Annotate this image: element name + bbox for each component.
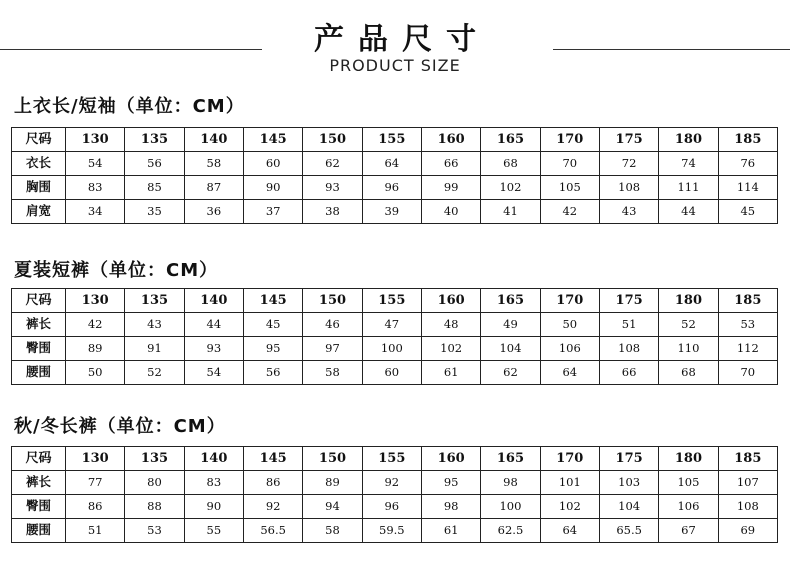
table-cell: 41 (481, 200, 540, 224)
table-cell: 48 (421, 313, 480, 337)
table-cell: 89 (66, 337, 125, 361)
table-cell: 93 (303, 176, 362, 200)
table-cell: 96 (362, 176, 421, 200)
size-cell: 170 (540, 447, 599, 471)
size-cell: 140 (184, 447, 243, 471)
row-label: 衣长 (12, 152, 66, 176)
table-cell: 54 (66, 152, 125, 176)
table-cell: 36 (184, 200, 243, 224)
table-cell: 108 (718, 495, 777, 519)
table-cell: 43 (125, 313, 184, 337)
table-cell: 67 (659, 519, 718, 543)
row-label: 臀围 (12, 337, 66, 361)
table-cell: 61 (421, 361, 480, 385)
table-cell: 100 (481, 495, 540, 519)
header-label: 尺码 (12, 447, 66, 471)
table-cell: 53 (718, 313, 777, 337)
table-cell: 104 (599, 495, 658, 519)
size-cell: 185 (718, 447, 777, 471)
table-cell: 42 (66, 313, 125, 337)
table-cell: 38 (303, 200, 362, 224)
table-cell: 105 (540, 176, 599, 200)
table-cell: 52 (659, 313, 718, 337)
table-cell: 83 (66, 176, 125, 200)
table-cell: 103 (599, 471, 658, 495)
header-label: 尺码 (12, 128, 66, 152)
row-label: 裤长 (12, 313, 66, 337)
section-title-tops: 上衣长/短袖（单位：CM） (14, 96, 245, 117)
size-cell: 140 (184, 289, 243, 313)
page-title: 产品尺寸 (314, 22, 490, 57)
table-cell: 62 (481, 361, 540, 385)
table-cell: 95 (421, 471, 480, 495)
table-cell: 90 (184, 495, 243, 519)
table-cell: 49 (481, 313, 540, 337)
table-cell: 50 (66, 361, 125, 385)
table-cell: 106 (659, 495, 718, 519)
table-cell: 102 (481, 176, 540, 200)
table-cell: 102 (540, 495, 599, 519)
table-cell: 95 (243, 337, 302, 361)
table-cell: 102 (421, 337, 480, 361)
table-cell: 62 (303, 152, 362, 176)
size-cell: 175 (599, 289, 658, 313)
table-cell: 85 (125, 176, 184, 200)
table-row (12, 337, 778, 361)
table-cell: 35 (125, 200, 184, 224)
table-cell: 68 (481, 152, 540, 176)
table-cell: 97 (303, 337, 362, 361)
table-cell: 58 (184, 152, 243, 176)
table-cell: 56 (125, 152, 184, 176)
size-cell: 150 (303, 128, 362, 152)
table-cell: 64 (540, 519, 599, 543)
table-cell: 89 (303, 471, 362, 495)
size-table-shorts (11, 288, 778, 385)
table-cell: 62.5 (481, 519, 540, 543)
table-cell: 106 (540, 337, 599, 361)
table-cell: 108 (599, 337, 658, 361)
size-cell: 130 (66, 128, 125, 152)
table-cell: 110 (659, 337, 718, 361)
size-cell: 155 (362, 289, 421, 313)
row-label: 裤长 (12, 471, 66, 495)
table-cell: 37 (243, 200, 302, 224)
table-cell: 104 (481, 337, 540, 361)
table-cell: 100 (362, 337, 421, 361)
table-cell: 59.5 (362, 519, 421, 543)
table-cell: 114 (718, 176, 777, 200)
table-cell: 43 (599, 200, 658, 224)
size-cell: 130 (66, 289, 125, 313)
table-cell: 39 (362, 200, 421, 224)
table-cell: 111 (659, 176, 718, 200)
table-cell: 68 (659, 361, 718, 385)
size-cell: 160 (421, 447, 480, 471)
table-row (12, 519, 778, 543)
table-cell: 56 (243, 361, 302, 385)
table-cell: 52 (125, 361, 184, 385)
table-cell: 108 (599, 176, 658, 200)
table-cell: 50 (540, 313, 599, 337)
table-cell: 86 (66, 495, 125, 519)
table-cell: 98 (481, 471, 540, 495)
size-cell: 180 (659, 447, 718, 471)
size-cell: 180 (659, 128, 718, 152)
table-row (12, 152, 778, 176)
table-cell: 47 (362, 313, 421, 337)
table-cell: 60 (243, 152, 302, 176)
table-cell: 60 (362, 361, 421, 385)
table-cell: 92 (362, 471, 421, 495)
table-cell: 72 (599, 152, 658, 176)
row-label: 腰围 (12, 519, 66, 543)
table-cell: 58 (303, 361, 362, 385)
section-title-trousers: 秋/冬长裤（单位：CM） (14, 416, 226, 437)
size-cell: 145 (243, 289, 302, 313)
size-cell: 130 (66, 447, 125, 471)
table-cell: 77 (66, 471, 125, 495)
table-cell: 93 (184, 337, 243, 361)
table-cell: 56.5 (243, 519, 302, 543)
table-cell: 55 (184, 519, 243, 543)
table-cell: 76 (718, 152, 777, 176)
table-header-row (12, 289, 778, 313)
table-cell: 44 (184, 313, 243, 337)
size-cell: 145 (243, 128, 302, 152)
size-table-trousers (11, 446, 778, 543)
table-row (12, 313, 778, 337)
size-table-tops (11, 127, 778, 224)
size-cell: 165 (481, 289, 540, 313)
table-cell: 66 (421, 152, 480, 176)
size-cell: 175 (599, 447, 658, 471)
table-cell: 107 (718, 471, 777, 495)
size-cell: 160 (421, 289, 480, 313)
table-cell: 87 (184, 176, 243, 200)
table-cell: 64 (540, 361, 599, 385)
table-cell: 88 (125, 495, 184, 519)
table-cell: 51 (599, 313, 658, 337)
table-cell: 65.5 (599, 519, 658, 543)
size-cell: 135 (125, 447, 184, 471)
table-cell: 42 (540, 200, 599, 224)
table-cell: 86 (243, 471, 302, 495)
size-cell: 155 (362, 447, 421, 471)
table-cell: 70 (540, 152, 599, 176)
size-cell: 135 (125, 128, 184, 152)
table-cell: 83 (184, 471, 243, 495)
table-row (12, 471, 778, 495)
table-cell: 69 (718, 519, 777, 543)
table-cell: 92 (243, 495, 302, 519)
table-cell: 90 (243, 176, 302, 200)
table-cell: 51 (66, 519, 125, 543)
table-cell: 64 (362, 152, 421, 176)
table-cell: 105 (659, 471, 718, 495)
table-cell: 40 (421, 200, 480, 224)
table-cell: 94 (303, 495, 362, 519)
table-cell: 44 (659, 200, 718, 224)
size-cell: 165 (481, 128, 540, 152)
table-row (12, 176, 778, 200)
table-cell: 80 (125, 471, 184, 495)
table-cell: 45 (718, 200, 777, 224)
size-cell: 140 (184, 128, 243, 152)
row-label: 腰围 (12, 361, 66, 385)
table-cell: 96 (362, 495, 421, 519)
table-cell: 112 (718, 337, 777, 361)
page-subtitle: PRODUCT SIZE (329, 56, 461, 75)
table-cell: 34 (66, 200, 125, 224)
table-cell: 45 (243, 313, 302, 337)
size-cell: 165 (481, 447, 540, 471)
size-cell: 180 (659, 289, 718, 313)
table-cell: 99 (421, 176, 480, 200)
row-label: 肩宽 (12, 200, 66, 224)
row-label: 胸围 (12, 176, 66, 200)
table-row (12, 200, 778, 224)
section-title-shorts: 夏装短裤（单位：CM） (14, 260, 219, 281)
row-label: 臀围 (12, 495, 66, 519)
table-cell: 101 (540, 471, 599, 495)
table-row (12, 495, 778, 519)
table-row (12, 361, 778, 385)
size-cell: 145 (243, 447, 302, 471)
table-cell: 46 (303, 313, 362, 337)
table-cell: 91 (125, 337, 184, 361)
table-cell: 54 (184, 361, 243, 385)
size-cell: 175 (599, 128, 658, 152)
size-cell: 185 (718, 289, 777, 313)
size-cell: 150 (303, 447, 362, 471)
table-cell: 70 (718, 361, 777, 385)
size-cell: 185 (718, 128, 777, 152)
table-cell: 98 (421, 495, 480, 519)
table-header-row (12, 128, 778, 152)
header-label: 尺码 (12, 289, 66, 313)
table-cell: 61 (421, 519, 480, 543)
size-cell: 170 (540, 289, 599, 313)
table-cell: 66 (599, 361, 658, 385)
table-cell: 74 (659, 152, 718, 176)
size-cell: 135 (125, 289, 184, 313)
size-cell: 155 (362, 128, 421, 152)
table-cell: 53 (125, 519, 184, 543)
size-cell: 150 (303, 289, 362, 313)
table-header-row (12, 447, 778, 471)
table-cell: 58 (303, 519, 362, 543)
size-cell: 170 (540, 128, 599, 152)
size-cell: 160 (421, 128, 480, 152)
